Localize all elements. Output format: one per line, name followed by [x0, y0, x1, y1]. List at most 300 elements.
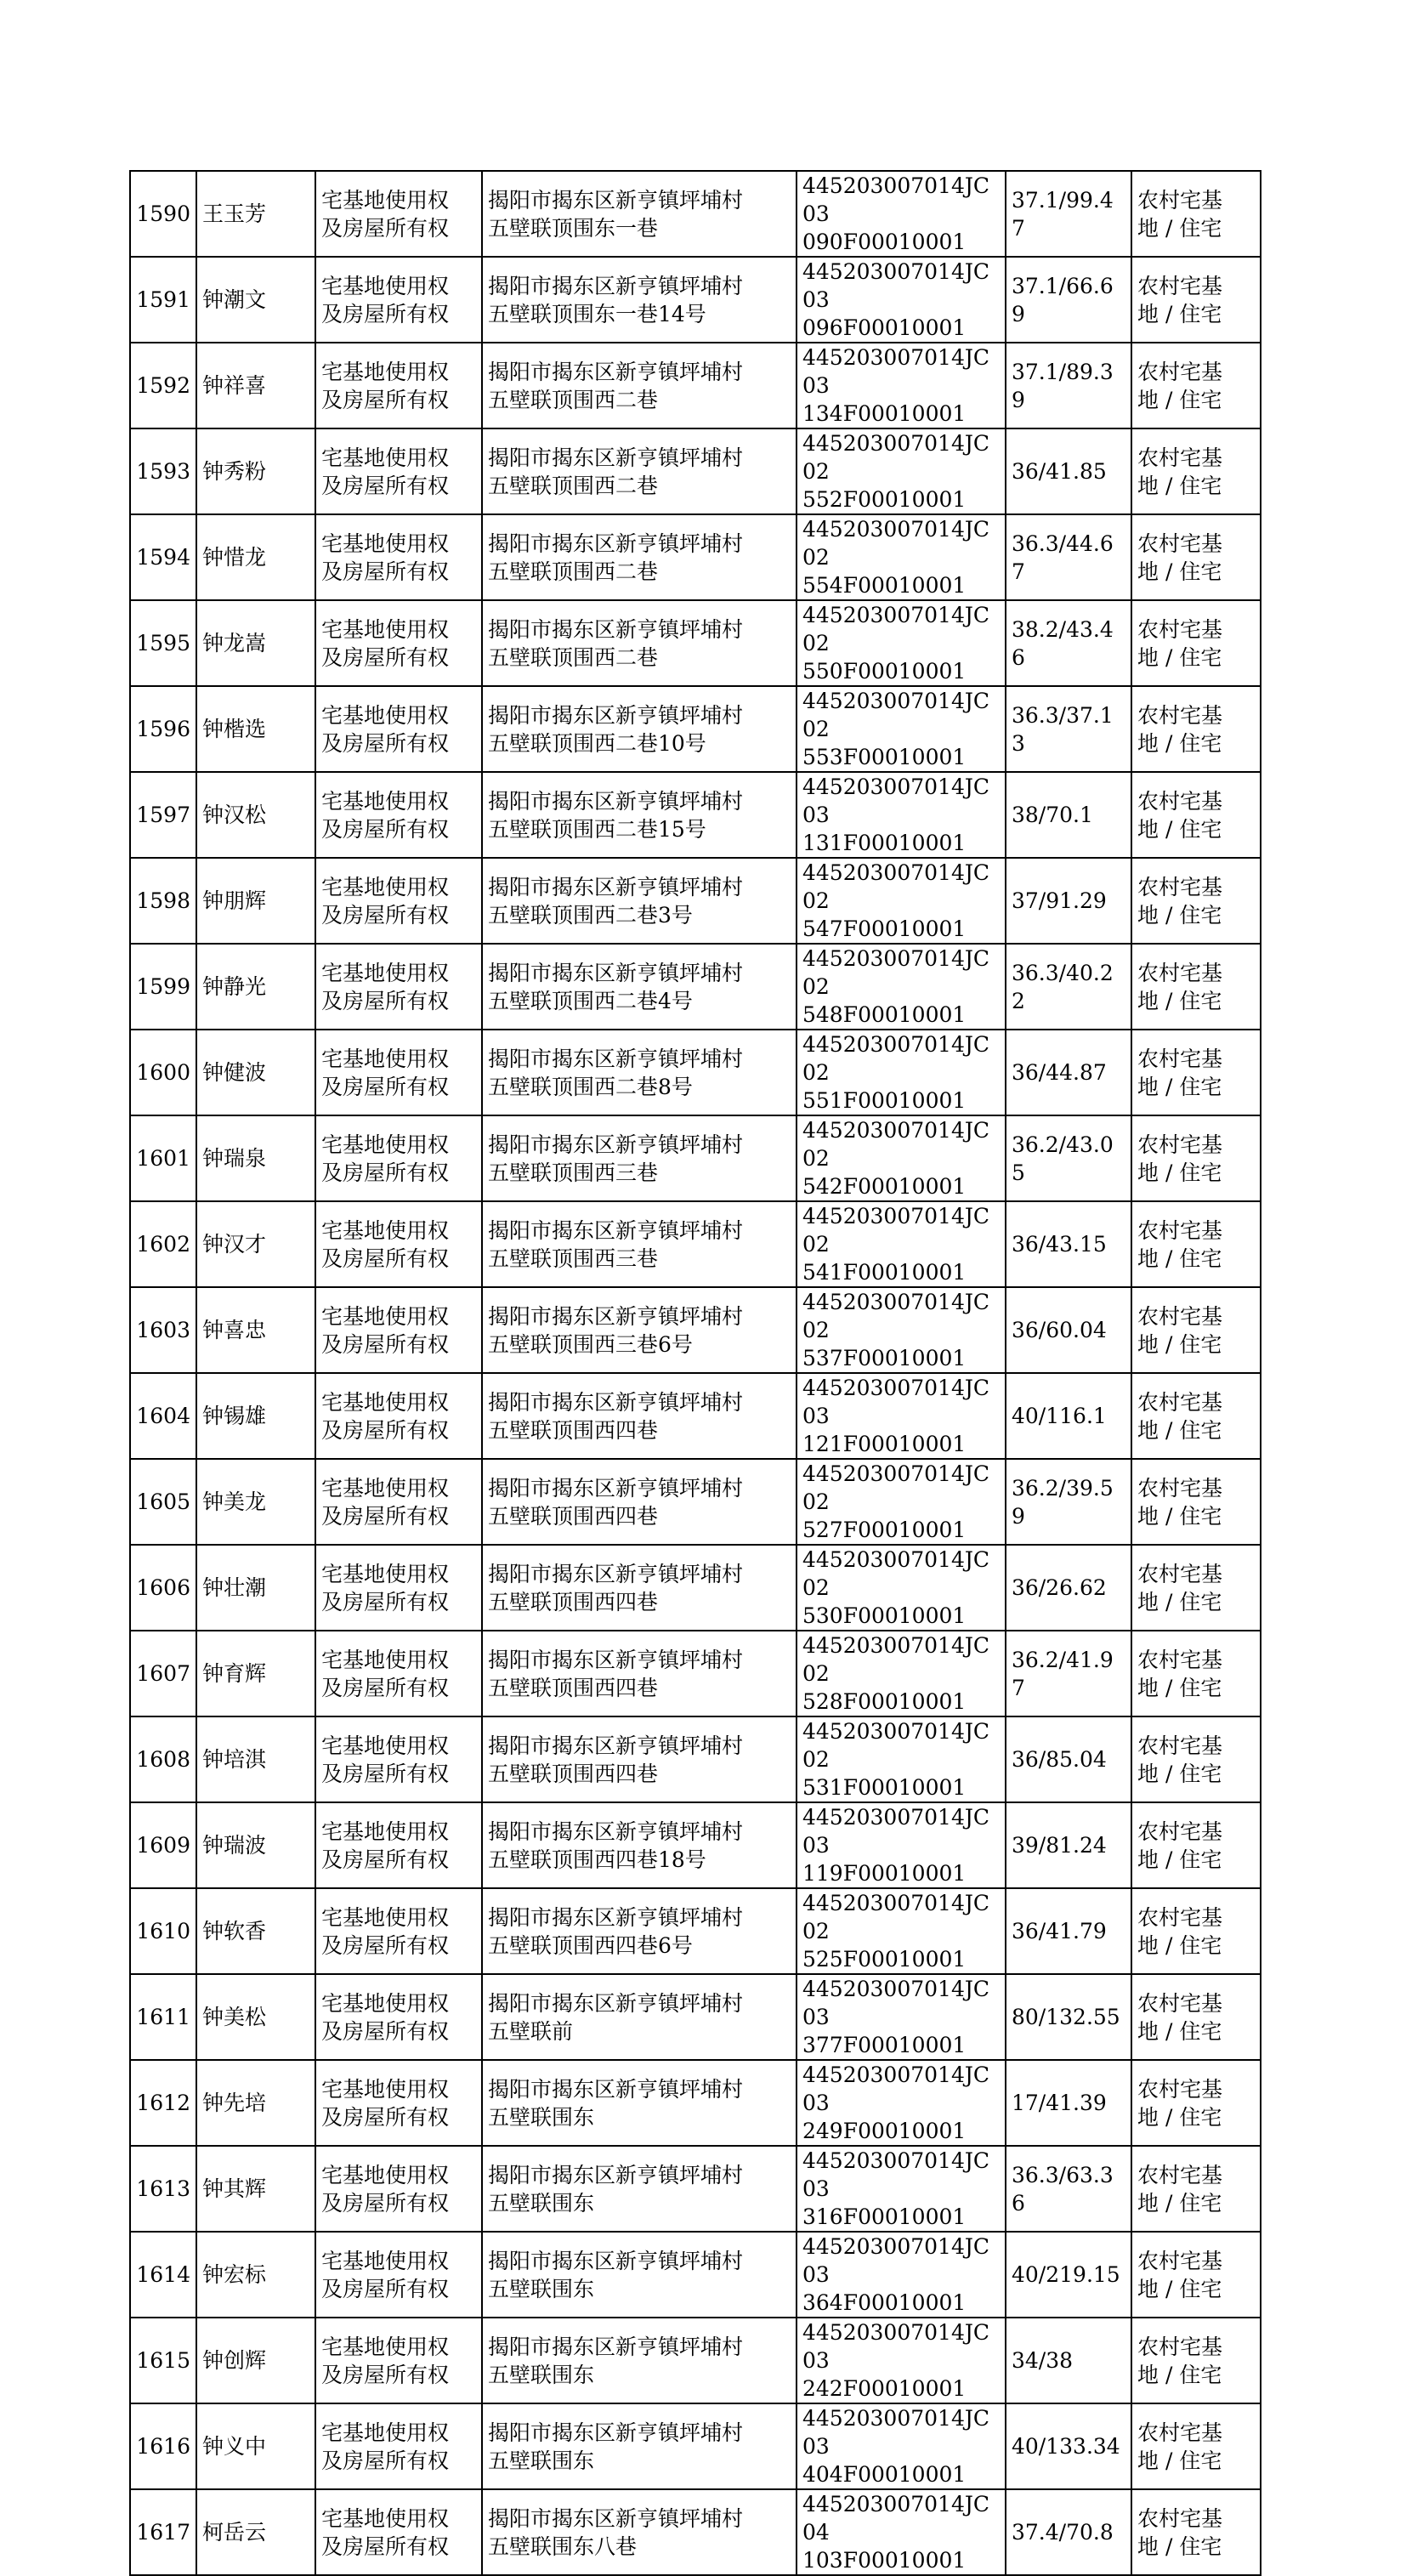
area-value: 37.1/89.3 9 — [1012, 359, 1114, 412]
property-address-cell — [482, 2318, 797, 2403]
area-value-cell — [1006, 1030, 1131, 1115]
right-type-cell — [315, 1373, 482, 1459]
right-type-cell — [315, 2146, 482, 2232]
land-use-cell — [1131, 2318, 1261, 2403]
right-type: 宅基地使用权 及房屋所有权 — [321, 1904, 450, 1958]
table-row — [130, 1287, 1261, 1373]
area-value-cell — [1006, 1115, 1131, 1201]
area-value-cell — [1006, 2318, 1131, 2403]
property-code-cell — [797, 514, 1006, 600]
property-code-cell — [797, 171, 1006, 257]
property-address: 揭阳市揭东区新亨镇坪埔村 五壁联顶围西四巷6号 — [488, 1904, 744, 1958]
area-value-cell — [1006, 2232, 1131, 2318]
property-code: 445203007014JC02 550F00010001 — [802, 603, 990, 684]
property-address-cell — [482, 1030, 797, 1115]
owner-name-cell — [196, 1115, 315, 1201]
row-number: 1605 — [136, 1489, 190, 1514]
property-address-cell — [482, 1631, 797, 1716]
land-use-cell — [1131, 514, 1261, 600]
area-value-cell — [1006, 2060, 1131, 2146]
property-address-cell — [482, 1373, 797, 1459]
land-use: 农村宅基 地 / 住宅 — [1137, 2420, 1223, 2473]
property-code-cell — [797, 2403, 1006, 2489]
property-address: 揭阳市揭东区新亨镇坪埔村 五壁联顶围西四巷 — [488, 1475, 744, 1529]
row-number-cell — [130, 1631, 196, 1716]
right-type: 宅基地使用权 及房屋所有权 — [321, 1561, 450, 1614]
row-number: 1595 — [136, 631, 190, 655]
property-address: 揭阳市揭东区新亨镇坪埔村 五壁联顶围西二巷8号 — [488, 1046, 744, 1099]
property-code: 445203007014JC03 121F00010001 — [802, 1376, 990, 1456]
right-type-cell — [315, 772, 482, 858]
table-row — [130, 514, 1261, 600]
owner-name: 钟育辉 — [202, 1661, 267, 1686]
property-address-cell — [482, 772, 797, 858]
area-value-cell — [1006, 343, 1131, 428]
property-address-cell — [482, 514, 797, 600]
land-use: 农村宅基 地 / 住宅 — [1137, 1990, 1223, 2044]
property-code: 445203007014JC02 552F00010001 — [802, 431, 990, 512]
row-number-cell — [130, 514, 196, 600]
area-value-cell — [1006, 944, 1131, 1030]
row-number-cell — [130, 2060, 196, 2146]
owner-name-cell — [196, 2232, 315, 2318]
row-number-cell — [130, 257, 196, 343]
property-address: 揭阳市揭东区新亨镇坪埔村 五壁联顶围西四巷18号 — [488, 1819, 744, 1872]
area-value-cell — [1006, 2146, 1131, 2232]
right-type: 宅基地使用权 及房屋所有权 — [321, 1132, 450, 1185]
property-address: 揭阳市揭东区新亨镇坪埔村 五壁联顶围西四巷 — [488, 1389, 744, 1443]
area-value: 36.3/37.1 3 — [1012, 702, 1114, 756]
property-address-cell — [482, 1802, 797, 1888]
right-type-cell — [315, 1545, 482, 1631]
property-code-cell — [797, 2318, 1006, 2403]
owner-name-cell — [196, 1802, 315, 1888]
area-value: 36.2/39.5 9 — [1012, 1475, 1114, 1529]
area-value: 36/44.87 — [1012, 1060, 1107, 1085]
owner-name: 钟创辉 — [202, 2348, 267, 2373]
table-row — [130, 1373, 1261, 1459]
land-use-cell — [1131, 1030, 1261, 1115]
row-number-cell — [130, 2146, 196, 2232]
land-use-cell — [1131, 772, 1261, 858]
table-row — [130, 1802, 1261, 1888]
area-value-cell — [1006, 1201, 1131, 1287]
land-use: 农村宅基 地 / 住宅 — [1137, 2505, 1223, 2559]
property-address: 揭阳市揭东区新亨镇坪埔村 五壁联围东 — [488, 2420, 744, 2473]
row-number: 1611 — [136, 2005, 190, 2029]
table-row — [130, 1115, 1261, 1201]
owner-name-cell — [196, 171, 315, 257]
property-address: 揭阳市揭东区新亨镇坪埔村 五壁联前 — [488, 1990, 744, 2044]
land-use-cell — [1131, 1287, 1261, 1373]
property-code-cell — [797, 1888, 1006, 1974]
area-value-cell — [1006, 514, 1131, 600]
property-code: 445203007014JC03 249F00010001 — [802, 2063, 990, 2143]
property-code: 445203007014JC03 090F00010001 — [802, 173, 990, 254]
owner-name-cell — [196, 428, 315, 514]
land-use: 农村宅基 地 / 住宅 — [1137, 531, 1223, 584]
property-code-cell — [797, 257, 1006, 343]
row-number: 1592 — [136, 373, 190, 398]
property-address: 揭阳市揭东区新亨镇坪埔村 五壁联顶围西三巷 — [488, 1132, 744, 1185]
land-use-cell — [1131, 1716, 1261, 1802]
property-code-cell — [797, 600, 1006, 686]
right-type-cell — [315, 1201, 482, 1287]
right-type-cell — [315, 1030, 482, 1115]
right-type: 宅基地使用权 及房屋所有权 — [321, 874, 450, 928]
property-address: 揭阳市揭东区新亨镇坪埔村 五壁联围东 — [488, 2334, 744, 2387]
owner-name: 钟软香 — [202, 1919, 267, 1943]
property-code: 445203007014JC03 131F00010001 — [802, 775, 990, 855]
right-type: 宅基地使用权 及房屋所有权 — [321, 1303, 450, 1357]
table-row — [130, 2060, 1261, 2146]
property-code-cell — [797, 1201, 1006, 1287]
property-code: 445203007014JC02 531F00010001 — [802, 1719, 990, 1800]
area-value: 34/38 — [1012, 2348, 1074, 2373]
property-address: 揭阳市揭东区新亨镇坪埔村 五壁联围东八巷 — [488, 2505, 744, 2559]
right-type-cell — [315, 1802, 482, 1888]
right-type: 宅基地使用权 及房屋所有权 — [321, 2420, 450, 2473]
right-type: 宅基地使用权 及房屋所有权 — [321, 2334, 450, 2387]
row-number: 1599 — [136, 974, 190, 999]
area-value-cell — [1006, 1631, 1131, 1716]
area-value: 80/132.55 — [1012, 2005, 1120, 2029]
row-number-cell — [130, 1115, 196, 1201]
table-row — [130, 858, 1261, 944]
owner-name-cell — [196, 257, 315, 343]
area-value-cell — [1006, 1974, 1131, 2060]
table-row — [130, 428, 1261, 514]
property-address: 揭阳市揭东区新亨镇坪埔村 五壁联顶围西二巷 — [488, 531, 744, 584]
property-code: 445203007014JC02 528F00010001 — [802, 1633, 990, 1714]
land-use: 农村宅基 地 / 住宅 — [1137, 2076, 1223, 2130]
table-row — [130, 1631, 1261, 1716]
property-code: 445203007014JC03 096F00010001 — [802, 259, 990, 340]
property-code: 445203007014JC02 551F00010001 — [802, 1032, 990, 1113]
right-type-cell — [315, 600, 482, 686]
right-type-cell — [315, 2318, 482, 2403]
property-code-cell — [797, 686, 1006, 772]
property-code-cell — [797, 428, 1006, 514]
registry-table — [129, 170, 1261, 2576]
right-type-cell — [315, 1974, 482, 2060]
land-use: 农村宅基 地 / 住宅 — [1137, 874, 1223, 928]
right-type: 宅基地使用权 及房屋所有权 — [321, 1733, 450, 1786]
property-address-cell — [482, 2232, 797, 2318]
land-use: 农村宅基 地 / 住宅 — [1137, 2334, 1223, 2387]
land-use: 农村宅基 地 / 住宅 — [1137, 273, 1223, 326]
row-number: 1604 — [136, 1404, 190, 1428]
row-number: 1615 — [136, 2348, 190, 2373]
area-value: 36/41.85 — [1012, 459, 1107, 484]
property-code: 445203007014JC03 119F00010001 — [802, 1805, 990, 1886]
owner-name: 钟潮文 — [202, 287, 267, 312]
owner-name-cell — [196, 1888, 315, 1974]
land-use: 农村宅基 地 / 住宅 — [1137, 1389, 1223, 1443]
row-number: 1606 — [136, 1575, 190, 1600]
row-number: 1600 — [136, 1060, 190, 1085]
property-address: 揭阳市揭东区新亨镇坪埔村 五壁联围东 — [488, 2248, 744, 2301]
property-address: 揭阳市揭东区新亨镇坪埔村 五壁联顶围西二巷4号 — [488, 960, 744, 1013]
area-value: 40/219.15 — [1012, 2262, 1120, 2287]
owner-name-cell — [196, 1287, 315, 1373]
property-code-cell — [797, 2232, 1006, 2318]
right-type-cell — [315, 944, 482, 1030]
row-number: 1616 — [136, 2434, 190, 2459]
table-row — [130, 600, 1261, 686]
land-use-cell — [1131, 2060, 1261, 2146]
row-number-cell — [130, 600, 196, 686]
table-row — [130, 2232, 1261, 2318]
owner-name: 钟龙嵩 — [202, 631, 267, 655]
row-number: 1607 — [136, 1661, 190, 1686]
land-use: 农村宅基 地 / 住宅 — [1137, 2248, 1223, 2301]
row-number: 1594 — [136, 545, 190, 570]
owner-name-cell — [196, 2318, 315, 2403]
property-code-cell — [797, 1115, 1006, 1201]
area-value: 38/70.1 — [1012, 803, 1093, 827]
property-code: 445203007014JC02 553F00010001 — [802, 689, 990, 769]
table-row — [130, 944, 1261, 1030]
land-use: 农村宅基 地 / 住宅 — [1137, 1217, 1223, 1271]
area-value-cell — [1006, 686, 1131, 772]
property-code-cell — [797, 1030, 1006, 1115]
property-address-cell — [482, 600, 797, 686]
owner-name: 钟汉才 — [202, 1232, 267, 1257]
owner-name: 钟汉松 — [202, 803, 267, 827]
land-use-cell — [1131, 2489, 1261, 2575]
property-address: 揭阳市揭东区新亨镇坪埔村 五壁联顶围西四巷 — [488, 1561, 744, 1614]
land-use: 农村宅基 地 / 住宅 — [1137, 1561, 1223, 1614]
row-number-cell — [130, 772, 196, 858]
owner-name: 王玉芳 — [202, 201, 267, 226]
right-type-cell — [315, 343, 482, 428]
land-use-cell — [1131, 1459, 1261, 1545]
row-number: 1603 — [136, 1318, 190, 1342]
property-address-cell — [482, 2060, 797, 2146]
property-code-cell — [797, 1802, 1006, 1888]
land-use-cell — [1131, 1201, 1261, 1287]
land-use: 农村宅基 地 / 住宅 — [1137, 702, 1223, 756]
right-type: 宅基地使用权 及房屋所有权 — [321, 960, 450, 1013]
land-use: 农村宅基 地 / 住宅 — [1137, 788, 1223, 842]
area-value-cell — [1006, 171, 1131, 257]
owner-name: 钟瑞泉 — [202, 1146, 267, 1171]
row-number-cell — [130, 2318, 196, 2403]
owner-name-cell — [196, 944, 315, 1030]
area-value-cell — [1006, 1459, 1131, 1545]
table-row — [130, 1030, 1261, 1115]
area-value-cell — [1006, 772, 1131, 858]
right-type-cell — [315, 257, 482, 343]
table-body — [130, 171, 1261, 2575]
property-address: 揭阳市揭东区新亨镇坪埔村 五壁联顶围西二巷3号 — [488, 874, 744, 928]
land-use-cell — [1131, 1974, 1261, 2060]
right-type: 宅基地使用权 及房屋所有权 — [321, 359, 450, 412]
land-use-cell — [1131, 2146, 1261, 2232]
property-address-cell — [482, 2146, 797, 2232]
right-type-cell — [315, 1716, 482, 1802]
property-code: 445203007014JC02 525F00010001 — [802, 1891, 990, 1972]
right-type-cell — [315, 1631, 482, 1716]
land-use: 农村宅基 地 / 住宅 — [1137, 187, 1223, 241]
land-use: 农村宅基 地 / 住宅 — [1137, 1819, 1223, 1872]
row-number: 1591 — [136, 287, 190, 312]
property-code: 445203007014JC02 548F00010001 — [802, 946, 990, 1027]
property-address-cell — [482, 257, 797, 343]
owner-name-cell — [196, 1974, 315, 2060]
area-value-cell — [1006, 2403, 1131, 2489]
area-value: 36.3/44.6 7 — [1012, 531, 1114, 584]
land-use-cell — [1131, 600, 1261, 686]
land-use: 农村宅基 地 / 住宅 — [1137, 1904, 1223, 1958]
property-address-cell — [482, 1716, 797, 1802]
property-code: 445203007014JC03 242F00010001 — [802, 2320, 990, 2401]
land-use: 农村宅基 地 / 住宅 — [1137, 2162, 1223, 2216]
land-use-cell — [1131, 858, 1261, 944]
right-type: 宅基地使用权 及房屋所有权 — [321, 1647, 450, 1700]
area-value: 36/85.04 — [1012, 1747, 1107, 1772]
property-code-cell — [797, 343, 1006, 428]
right-type-cell — [315, 2403, 482, 2489]
property-address-cell — [482, 171, 797, 257]
row-number-cell — [130, 2489, 196, 2575]
right-type: 宅基地使用权 及房屋所有权 — [321, 273, 450, 326]
area-value: 37.1/66.6 9 — [1012, 273, 1114, 326]
area-value: 36/60.04 — [1012, 1318, 1107, 1342]
area-value: 40/116.1 — [1012, 1404, 1107, 1428]
right-type-cell — [315, 1888, 482, 1974]
area-value-cell — [1006, 257, 1131, 343]
property-code: 445203007014JC02 541F00010001 — [802, 1204, 990, 1285]
owner-name-cell — [196, 343, 315, 428]
right-type: 宅基地使用权 及房屋所有权 — [321, 702, 450, 756]
owner-name-cell — [196, 2489, 315, 2575]
property-address: 揭阳市揭东区新亨镇坪埔村 五壁联顶围西二巷10号 — [488, 702, 744, 756]
table-row — [130, 2318, 1261, 2403]
table-row — [130, 2146, 1261, 2232]
owner-name: 钟其辉 — [202, 2176, 267, 2201]
row-number-cell — [130, 1459, 196, 1545]
row-number-cell — [130, 858, 196, 944]
owner-name-cell — [196, 2146, 315, 2232]
row-number: 1602 — [136, 1232, 190, 1257]
table-row — [130, 171, 1261, 257]
right-type-cell — [315, 686, 482, 772]
area-value-cell — [1006, 1802, 1131, 1888]
right-type-cell — [315, 2232, 482, 2318]
row-number: 1613 — [136, 2176, 190, 2201]
land-use-cell — [1131, 1373, 1261, 1459]
property-address-cell — [482, 1201, 797, 1287]
property-code: 445203007014JC03 134F00010001 — [802, 345, 990, 426]
row-number: 1596 — [136, 717, 190, 741]
property-address-cell — [482, 1888, 797, 1974]
owner-name: 钟壮潮 — [202, 1575, 267, 1600]
row-number-cell — [130, 2403, 196, 2489]
right-type: 宅基地使用权 及房屋所有权 — [321, 2248, 450, 2301]
owner-name-cell — [196, 600, 315, 686]
right-type-cell — [315, 1287, 482, 1373]
area-value-cell — [1006, 428, 1131, 514]
right-type-cell — [315, 1115, 482, 1201]
row-number: 1593 — [136, 459, 190, 484]
row-number-cell — [130, 1716, 196, 1802]
property-address: 揭阳市揭东区新亨镇坪埔村 五壁联围东 — [488, 2162, 744, 2216]
right-type: 宅基地使用权 及房屋所有权 — [321, 2076, 450, 2130]
owner-name-cell — [196, 686, 315, 772]
right-type: 宅基地使用权 及房屋所有权 — [321, 1217, 450, 1271]
property-address-cell — [482, 1287, 797, 1373]
property-address: 揭阳市揭东区新亨镇坪埔村 五壁联顶围西二巷15号 — [488, 788, 744, 842]
row-number-cell — [130, 686, 196, 772]
table-row — [130, 1974, 1261, 2060]
owner-name-cell — [196, 1545, 315, 1631]
land-use-cell — [1131, 428, 1261, 514]
area-value-cell — [1006, 1287, 1131, 1373]
property-address: 揭阳市揭东区新亨镇坪埔村 五壁联顶围东一巷 — [488, 187, 744, 241]
row-number-cell — [130, 1373, 196, 1459]
row-number-cell — [130, 1545, 196, 1631]
property-code: 445203007014JC04 103F00010001 — [802, 2492, 990, 2573]
owner-name: 钟静光 — [202, 974, 267, 999]
land-use: 农村宅基 地 / 住宅 — [1137, 445, 1223, 498]
property-address: 揭阳市揭东区新亨镇坪埔村 五壁联顶围西四巷 — [488, 1733, 744, 1786]
property-address: 揭阳市揭东区新亨镇坪埔村 五壁联顶围西二巷 — [488, 616, 744, 670]
row-number: 1609 — [136, 1833, 190, 1858]
area-value: 40/133.34 — [1012, 2434, 1120, 2459]
area-value: 36.2/43.0 5 — [1012, 1132, 1114, 1185]
table-row — [130, 2489, 1261, 2575]
row-number: 1597 — [136, 803, 190, 827]
row-number-cell — [130, 1888, 196, 1974]
area-value: 36/41.79 — [1012, 1919, 1107, 1943]
row-number: 1614 — [136, 2262, 190, 2287]
row-number-cell — [130, 1974, 196, 2060]
owner-name-cell — [196, 1631, 315, 1716]
table-row — [130, 1888, 1261, 1974]
land-use: 农村宅基 地 / 住宅 — [1137, 960, 1223, 1013]
property-address-cell — [482, 428, 797, 514]
owner-name-cell — [196, 1373, 315, 1459]
owner-name: 钟培淇 — [202, 1747, 267, 1772]
owner-name-cell — [196, 772, 315, 858]
right-type-cell — [315, 428, 482, 514]
land-use-cell — [1131, 257, 1261, 343]
row-number: 1590 — [136, 201, 190, 226]
property-address-cell — [482, 944, 797, 1030]
right-type: 宅基地使用权 及房屋所有权 — [321, 1389, 450, 1443]
area-value: 37.4/70.8 — [1012, 2520, 1114, 2545]
owner-name: 钟瑞波 — [202, 1833, 267, 1858]
row-number-cell — [130, 343, 196, 428]
property-code-cell — [797, 858, 1006, 944]
area-value-cell — [1006, 1373, 1131, 1459]
property-code-cell — [797, 1716, 1006, 1802]
property-address: 揭阳市揭东区新亨镇坪埔村 五壁联顶围西四巷 — [488, 1647, 744, 1700]
land-use-cell — [1131, 171, 1261, 257]
owner-name: 钟秀粉 — [202, 459, 267, 484]
property-address: 揭阳市揭东区新亨镇坪埔村 五壁联顶围西二巷 — [488, 359, 744, 412]
land-use-cell — [1131, 1545, 1261, 1631]
owner-name-cell — [196, 1716, 315, 1802]
row-number-cell — [130, 944, 196, 1030]
area-value: 38.2/43.4 6 — [1012, 616, 1114, 670]
area-value-cell — [1006, 858, 1131, 944]
owner-name-cell — [196, 858, 315, 944]
property-code-cell — [797, 1631, 1006, 1716]
owner-name: 钟朋辉 — [202, 888, 267, 913]
